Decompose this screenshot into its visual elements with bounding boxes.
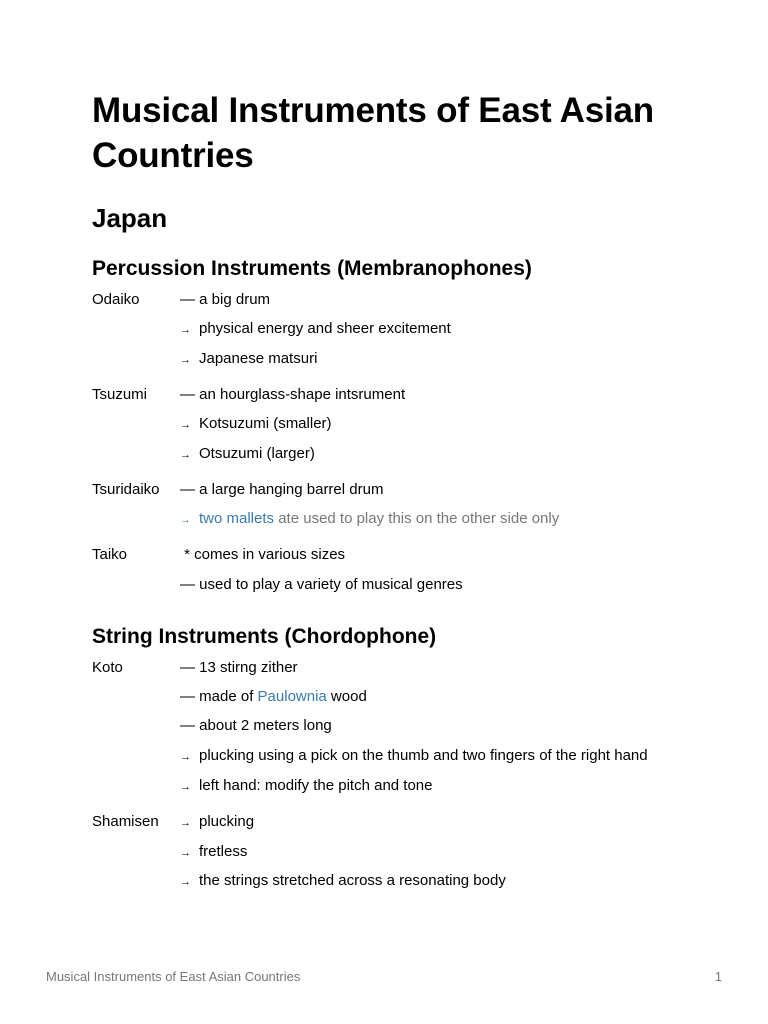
percussion-heading: Percussion Instruments (Membranophones) (92, 257, 532, 280)
shamisen-line-1 (180, 813, 254, 832)
tsuridaiko-line-1 (180, 481, 383, 499)
arrow-icon: → (180, 354, 191, 366)
dash-mark: — (180, 659, 195, 676)
koto-line-3 (180, 717, 332, 735)
tsuzumi-line-2 (180, 415, 332, 434)
odaiko-line-1-text: a big drum (199, 291, 271, 308)
shamisen-line-1-text: plucking (199, 813, 255, 830)
term-taiko: Taiko (92, 546, 128, 563)
koto-line-1 (180, 659, 298, 677)
tsuzumi-line-3 (180, 445, 315, 464)
koto-line-5-text: left hand: modify the pitch and tone (199, 777, 433, 794)
tsuzumi-line-3-text: Otsuzumi (larger) (199, 445, 315, 462)
dash-mark: — (180, 717, 195, 734)
odaiko-line-2 (180, 320, 451, 339)
koto-line-2-post: wood (326, 688, 367, 705)
dash-mark: — (180, 481, 195, 498)
term-odaiko: Odaiko (92, 291, 140, 308)
paulownia-link[interactable]: Paulownia (257, 688, 327, 705)
arrow-icon: → (180, 419, 191, 431)
country-heading: Japan (92, 203, 168, 233)
shamisen-line-3 (180, 872, 506, 891)
koto-line-3-text: about 2 meters long (199, 717, 332, 734)
arrow-icon: → (180, 751, 191, 763)
odaiko-line-1 (180, 291, 270, 309)
odaiko-line-3 (180, 350, 317, 369)
tsuridaiko-line-1-text: a large hanging barrel drum (199, 481, 384, 498)
taiko-line-2 (180, 576, 463, 594)
arrow-icon: → (180, 847, 191, 859)
tsuzumi-line-1 (180, 386, 405, 404)
tsuridaiko-line-2 (180, 510, 559, 529)
arrow-icon: → (180, 324, 191, 336)
two-mallets-link[interactable]: two mallets (199, 510, 275, 527)
tsuzumi-line-2-text: Kotsuzumi (smaller) (199, 415, 332, 432)
tsuridaiko-line-2-text: ate used to play this on the other side only (278, 510, 560, 527)
taiko-line-1-text: * comes in various sizes (180, 546, 346, 563)
shamisen-line-3-text: the strings stretched across a resonating body (199, 872, 506, 889)
dash-mark: — (180, 291, 195, 308)
taiko-line-2-text: used to play a variety of musical genres (199, 576, 463, 593)
arrow-icon: → (180, 817, 191, 829)
dash-mark: — (180, 688, 195, 705)
arrow-icon: → (180, 876, 191, 888)
term-shamisen: Shamisen (92, 813, 159, 830)
odaiko-line-2-text: physical energy and sheer excitement (199, 320, 451, 337)
tsuzumi-line-1-text: an hourglass-shape intsrument (199, 386, 406, 403)
term-tsuzumi: Tsuzumi (92, 386, 148, 403)
koto-line-2-pre: made of (199, 688, 258, 705)
koto-line-5 (180, 777, 433, 796)
koto-line-1-text: 13 stirng zither (199, 659, 298, 676)
taiko-line-1 (180, 546, 345, 564)
koto-line-2 (180, 688, 367, 706)
footer-title: Musical Instruments of East Asian Countries (46, 969, 301, 984)
page-number: 1 (714, 969, 722, 984)
dash-mark: — (180, 576, 195, 593)
arrow-icon: → (180, 781, 191, 793)
koto-line-4 (180, 747, 648, 766)
koto-line-4-text: plucking using a pick on the thumb and two fingers of the right hand (199, 747, 648, 764)
term-tsuridaiko: Tsuridaiko (92, 481, 160, 498)
dash-mark: — (180, 386, 195, 403)
odaiko-line-3-text: Japanese matsuri (199, 350, 318, 367)
arrow-icon: → (180, 449, 191, 461)
arrow-icon: → (180, 514, 191, 526)
shamisen-line-2-text: fretless (199, 843, 248, 860)
shamisen-line-2 (180, 843, 247, 862)
document-title: Musical Instruments of East Asian Countries (92, 91, 654, 175)
string-heading: String Instruments (Chordophone) (92, 625, 437, 648)
term-koto: Koto (92, 659, 123, 676)
